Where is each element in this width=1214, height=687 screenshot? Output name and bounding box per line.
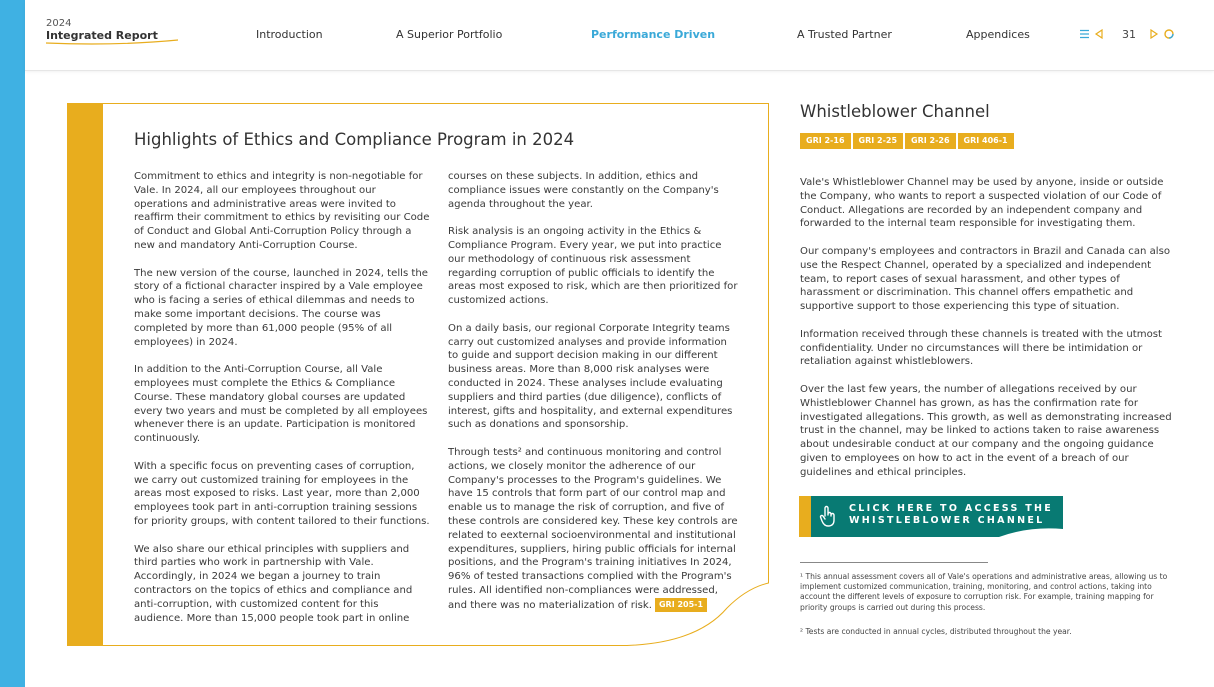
paragraph: We also share our ethical principles with suppliers and third parties who work in partnership with Vale. Accordingly, in 2024 we began a journey to train contractors on the topics of ethics and compliance and anti-corruption, with customized content for this audience. More than 15,000 people took part in online (134, 543, 413, 624)
menu-icon[interactable] (1080, 29, 1090, 39)
footnote-divider (800, 562, 988, 563)
whistleblower-channel-button[interactable] (799, 496, 1063, 537)
paragraph: Our company's employees and contractors in Brazil and Canada can also use the Respect Channel, operated by a specialized and independent team, to report cases of sexual harassment, and other types of harassment or discrimination. This channel offers empathetic and supportive support to those experiencing this type of situation. (800, 245, 1171, 313)
nav-introduction[interactable]: Introduction (256, 28, 323, 41)
highlights-title: Highlights of Ethics and Compliance Program in 2024 (134, 130, 575, 149)
paragraph: In addition to the Anti-Corruption Course, all Vale employees must complete the Ethics & Compliance Course. These mandatory global courses are updated every two years and must be completed by all employees whenever there is an update. Participation is monitored continuously. (134, 364, 428, 445)
logo-underline-swoosh (46, 38, 186, 46)
paragraph: Risk analysis is an ongoing activity in the Ethics & Compliance Program. Every year, we put into practice our methodology of continuous risk assessment regarding corruption of public officials to identify the areas most exposed to risk, which are then prioritized for customized actions. (448, 226, 738, 307)
paragraph: With a specific focus on preventing cases of corruption, we carry out customized training for employees in the areas most exposed to risks. Last year, more than 2,000 employees took part in anti-corruption training sessions for priority groups, with content tailored to their functions. (134, 460, 430, 527)
report-logo[interactable] (46, 18, 186, 42)
gri-tag: GRI 2-16 (800, 133, 851, 149)
nav-trusted-partner[interactable]: A Trusted Partner (797, 28, 892, 41)
highlights-column-1 (134, 170, 430, 639)
paragraph: On a daily basis, our regional Corporate Integrity teams carry out customized analyses and provide information to guide and support decision making in our different business areas. More than 8,000 risk analyses were conducted in 2024. These analyses include evaluating suppliers and third parties (due diligence), conflicts of interest, gifts and hospitality, and external expenditures such as donations and sponsorship. (448, 322, 733, 431)
gri-tag: GRI 2-25 (853, 133, 904, 149)
cta-label-line-2: WHISTLEBLOWER CHANNEL (849, 515, 1045, 526)
footnote-2: ² Tests are conducted in annual cycles, distributed throughout the year. (800, 627, 1072, 636)
paragraph: Through tests² and continuous monitoring and control actions, we closely monitor the adherence of our Company's processes to the Program's guidelines. We have 15 controls that form part of our control map and enable us to manage the risk of corruption, and five of these controls are considered key. These key controls are related to eexternal socioenvironmental and institutional expenditures, suppliers, hiring public officials for internal positions, and the Program's training initiatives In 2024, 96% of tested transactions complied with the Program's rules. All identified non-compliances were addressed, and there was no materialization of risk. (448, 446, 738, 611)
gri-tag: GRI 205-1 (655, 598, 707, 612)
paragraph: Over the last few years, the number of allegations received by our Whistleblower Channel has grown, as has the confirmation rate for investigated allegations. This growth, as well as demonstrating increased trust in the channel, may be linked to actions taken to raise awareness about undesirable conduct at our company and the ongoing guidance given to employees on how to act in the event of a breach of our guidelines and ethical principles. (800, 383, 1172, 478)
refresh-icon[interactable] (1163, 28, 1175, 40)
page-number: 31 (1122, 28, 1136, 41)
cta-label-line-1: CLICK HERE TO ACCESS THE (849, 503, 1054, 514)
cta-label (849, 503, 1053, 527)
footnote-1: ¹ This annual assessment covers all of Vale's operations and administrative areas, allowing us to implement customized communication, training, monitoring, and control actions, taking into account the different levels of exposure to corruption risk. For example, training mapping for priority groups is carried out during this process. (800, 572, 1168, 612)
side-color-strip (0, 0, 25, 687)
paragraph: courses on these subjects. In addition, ethics and compliance issues were constantly on the Company's agenda throughout the year. (448, 171, 719, 210)
next-page-icon[interactable] (1149, 29, 1159, 39)
paragraph: The new version of the course, launched in 2024, tells the story of a fictional character inspired by a Vale employee who is facing a series of ethical dilemmas and needs to make some important decisions. The course was completed by more than 61,000 people (95% of all employees) in 2024. (134, 267, 428, 348)
whistleblower-title: Whistleblower Channel (800, 102, 990, 121)
highlights-column-2 (448, 170, 740, 626)
report-name: Integrated Report (46, 29, 158, 42)
nav-superior-portfolio[interactable]: A Superior Portfolio (396, 28, 503, 41)
nav-appendices[interactable]: Appendices (966, 28, 1030, 41)
pointer-hand-icon (819, 505, 837, 527)
nav-performance-driven[interactable]: Performance Driven (591, 28, 716, 41)
paragraph: Information received through these channels is treated with the utmost confidentiality. Under no circumstances will there be intimidation or retaliation against whistleblowers. (800, 328, 1162, 368)
paragraph: Commitment to ethics and integrity is non-negotiable for Vale. In 2024, all our employees throughout our operations and administrative areas were invited to reaffirm their commitment to ethics by revisiting our Code of Conduct and Global Anti-Corruption Policy through a new and mandatory Anti-Corruption Course. (134, 171, 430, 251)
card-accent-bar (67, 103, 103, 646)
gri-tag: GRI 2-26 (905, 133, 956, 149)
report-year: 2024 (46, 18, 72, 29)
gri-tag-row (800, 130, 1016, 149)
previous-page-icon[interactable] (1094, 29, 1104, 39)
paragraph-with-tag (448, 446, 740, 613)
gri-tag: GRI 406-1 (958, 133, 1014, 149)
whistleblower-text (800, 176, 1180, 493)
paragraph: Vale's Whistleblower Channel may be used by anyone, inside or outside the Company, who wants to report a suspected violation of our Code of Conduct. Allegations are recorded by an independent company and forwarded to the internal team responsible for investigating them. (800, 177, 1164, 230)
